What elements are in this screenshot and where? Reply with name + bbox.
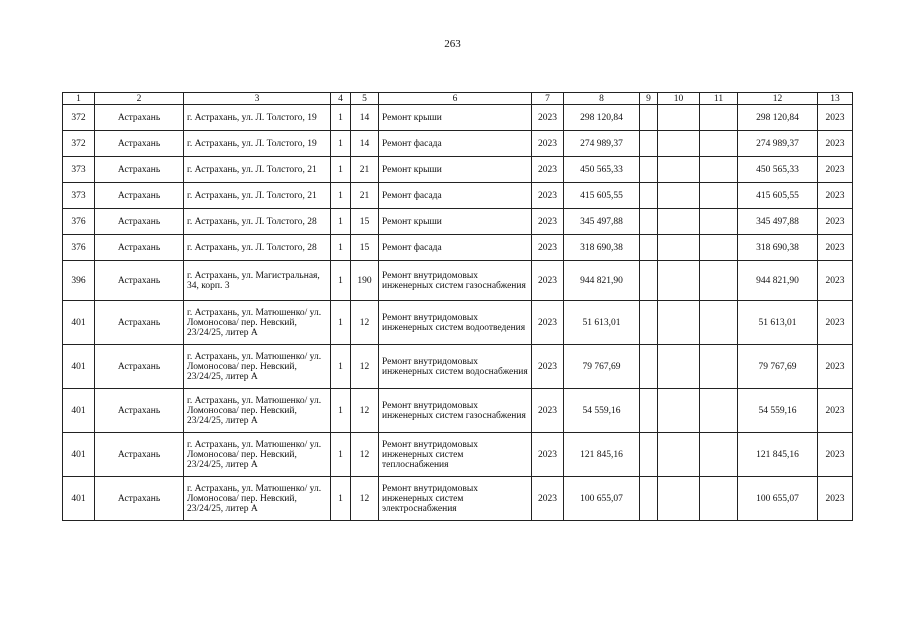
city-cell: Астрахань [95,209,184,235]
year-cell: 2023 [532,389,564,433]
city-cell: Астрахань [95,301,184,345]
col4-cell: 1 [331,345,351,389]
table-row [63,131,853,157]
cost-cell: 944 821,90 [564,261,640,301]
work-type-cell: Ремонт внутридомовых инженерных систем водоснабжения [379,345,532,389]
col9-cell [640,131,658,157]
total-cell: 318 690,38 [738,235,818,261]
cost-cell: 345 497,88 [564,209,640,235]
col4-cell: 1 [331,209,351,235]
col5-cell: 12 [351,389,379,433]
col5-cell: 12 [351,477,379,521]
address-cell: г. Астрахань, ул. Матюшенко/ ул. Ломоносова/ пер. Невский, 23/24/25, литер А [184,433,331,477]
table-row [63,345,853,389]
page-number: 263 [444,38,461,50]
city-cell: Астрахань [95,131,184,157]
year-cell: 2023 [532,345,564,389]
table-row [63,105,853,131]
col5-cell: 12 [351,345,379,389]
year-cell: 2023 [532,235,564,261]
col4-cell: 1 [331,131,351,157]
end-year-cell: 2023 [818,105,853,131]
end-year-cell: 2023 [818,209,853,235]
cost-cell: 121 845,16 [564,433,640,477]
col10-cell [658,235,700,261]
row-number-cell: 401 [63,477,95,521]
col11-cell [700,105,738,131]
col4-cell: 1 [331,235,351,261]
city-cell: Астрахань [95,235,184,261]
end-year-cell: 2023 [818,131,853,157]
table-row [63,183,853,209]
column-header: 8 [564,93,640,105]
work-type-cell: Ремонт внутридомовых инженерных систем электроснабжения [379,477,532,521]
end-year-cell: 2023 [818,345,853,389]
col11-cell [700,477,738,521]
col4-cell: 1 [331,389,351,433]
work-type-cell: Ремонт фасада [379,183,532,209]
col5-cell: 21 [351,157,379,183]
city-cell: Астрахань [95,157,184,183]
col9-cell [640,433,658,477]
col4-cell: 1 [331,433,351,477]
end-year-cell: 2023 [818,389,853,433]
city-cell: Астрахань [95,183,184,209]
col10-cell [658,209,700,235]
col11-cell [700,261,738,301]
col5-cell: 12 [351,301,379,345]
work-type-cell: Ремонт фасада [379,235,532,261]
col11-cell [700,389,738,433]
col5-cell: 15 [351,209,379,235]
address-cell: г. Астрахань, ул. Матюшенко/ ул. Ломоносова/ пер. Невский, 23/24/25, литер А [184,389,331,433]
work-type-cell: Ремонт внутридомовых инженерных систем газоснабжения [379,261,532,301]
total-cell: 121 845,16 [738,433,818,477]
cost-cell: 79 767,69 [564,345,640,389]
col10-cell [658,389,700,433]
col10-cell [658,183,700,209]
year-cell: 2023 [532,301,564,345]
table-row [63,301,853,345]
year-cell: 2023 [532,183,564,209]
cost-cell: 100 655,07 [564,477,640,521]
column-header: 4 [331,93,351,105]
work-type-cell: Ремонт внутридомовых инженерных систем теплоснабжения [379,433,532,477]
work-type-cell: Ремонт крыши [379,105,532,131]
col5-cell: 12 [351,433,379,477]
table-row [63,389,853,433]
work-type-cell: Ремонт фасада [379,131,532,157]
col9-cell [640,209,658,235]
work-type-cell: Ремонт крыши [379,157,532,183]
col4-cell: 1 [331,183,351,209]
table-row [63,209,853,235]
total-cell: 51 613,01 [738,301,818,345]
city-cell: Астрахань [95,389,184,433]
table-row [63,261,853,301]
col10-cell [658,157,700,183]
cost-cell: 298 120,84 [564,105,640,131]
year-cell: 2023 [532,105,564,131]
address-cell: г. Астрахань, ул. Л. Толстого, 21 [184,157,331,183]
end-year-cell: 2023 [818,157,853,183]
col9-cell [640,105,658,131]
total-cell: 944 821,90 [738,261,818,301]
row-number-cell: 401 [63,389,95,433]
col9-cell [640,183,658,209]
col5-cell: 190 [351,261,379,301]
address-cell: г. Астрахань, ул. Л. Толстого, 19 [184,131,331,157]
col5-cell: 14 [351,131,379,157]
address-cell: г. Астрахань, ул. Л. Толстого, 19 [184,105,331,131]
cost-cell: 415 605,55 [564,183,640,209]
col11-cell [700,209,738,235]
col5-cell: 21 [351,183,379,209]
end-year-cell: 2023 [818,477,853,521]
cost-cell: 51 613,01 [564,301,640,345]
row-number-cell: 401 [63,345,95,389]
col4-cell: 1 [331,261,351,301]
end-year-cell: 2023 [818,183,853,209]
col4-cell: 1 [331,157,351,183]
col9-cell [640,157,658,183]
address-cell: г. Астрахань, ул. Л. Толстого, 21 [184,183,331,209]
column-header: 2 [95,93,184,105]
year-cell: 2023 [532,261,564,301]
column-header: 5 [351,93,379,105]
column-header: 12 [738,93,818,105]
col10-cell [658,301,700,345]
row-number-cell: 376 [63,235,95,261]
col11-cell [700,131,738,157]
city-cell: Астрахань [95,345,184,389]
row-number-cell: 396 [63,261,95,301]
col11-cell [700,301,738,345]
end-year-cell: 2023 [818,433,853,477]
column-header: 9 [640,93,658,105]
col10-cell [658,477,700,521]
col5-cell: 14 [351,105,379,131]
col11-cell [700,183,738,209]
table-row [63,235,853,261]
col11-cell [700,433,738,477]
column-header: 10 [658,93,700,105]
col10-cell [658,433,700,477]
total-cell: 298 120,84 [738,105,818,131]
col4-cell: 1 [331,301,351,345]
column-header: 7 [532,93,564,105]
col4-cell: 1 [331,477,351,521]
address-cell: г. Астрахань, ул. Матюшенко/ ул. Ломоносова/ пер. Невский, 23/24/25, литер А [184,301,331,345]
year-cell: 2023 [532,157,564,183]
year-cell: 2023 [532,433,564,477]
address-cell: г. Астрахань, ул. Матюшенко/ ул. Ломоносова/ пер. Невский, 23/24/25, литер А [184,477,331,521]
col9-cell [640,389,658,433]
work-type-cell: Ремонт внутридомовых инженерных систем водоотведения [379,301,532,345]
table-row [63,477,853,521]
cost-cell: 318 690,38 [564,235,640,261]
row-number-cell: 373 [63,183,95,209]
total-cell: 415 605,55 [738,183,818,209]
column-header: 6 [379,93,532,105]
total-cell: 79 767,69 [738,345,818,389]
row-number-cell: 376 [63,209,95,235]
end-year-cell: 2023 [818,235,853,261]
col11-cell [700,235,738,261]
col4-cell: 1 [331,105,351,131]
col11-cell [700,157,738,183]
repair-register-table [62,92,853,521]
col9-cell [640,301,658,345]
total-cell: 274 989,37 [738,131,818,157]
work-type-cell: Ремонт внутридомовых инженерных систем газоснабжения [379,389,532,433]
address-cell: г. Астрахань, ул. Л. Толстого, 28 [184,235,331,261]
table-row [63,433,853,477]
col9-cell [640,477,658,521]
address-cell: г. Астрахань, ул. Л. Толстого, 28 [184,209,331,235]
col11-cell [700,345,738,389]
row-number-cell: 372 [63,131,95,157]
row-number-cell: 401 [63,301,95,345]
end-year-cell: 2023 [818,261,853,301]
row-number-cell: 373 [63,157,95,183]
total-cell: 100 655,07 [738,477,818,521]
total-cell: 54 559,16 [738,389,818,433]
col5-cell: 15 [351,235,379,261]
col10-cell [658,131,700,157]
city-cell: Астрахань [95,105,184,131]
col9-cell [640,235,658,261]
column-header: 1 [63,93,95,105]
year-cell: 2023 [532,477,564,521]
row-number-cell: 401 [63,433,95,477]
address-cell: г. Астрахань, ул. Матюшенко/ ул. Ломоносова/ пер. Невский, 23/24/25, литер А [184,345,331,389]
col9-cell [640,345,658,389]
city-cell: Астрахань [95,477,184,521]
total-cell: 345 497,88 [738,209,818,235]
cost-cell: 54 559,16 [564,389,640,433]
column-header: 13 [818,93,853,105]
total-cell: 450 565,33 [738,157,818,183]
city-cell: Астрахань [95,433,184,477]
address-cell: г. Астрахань, ул. Магистральная, 34, корп. 3 [184,261,331,301]
column-header: 11 [700,93,738,105]
work-type-cell: Ремонт крыши [379,209,532,235]
cost-cell: 450 565,33 [564,157,640,183]
end-year-cell: 2023 [818,301,853,345]
col9-cell [640,261,658,301]
col10-cell [658,105,700,131]
column-header: 3 [184,93,331,105]
city-cell: Астрахань [95,261,184,301]
header-row [63,93,853,105]
year-cell: 2023 [532,131,564,157]
cost-cell: 274 989,37 [564,131,640,157]
year-cell: 2023 [532,209,564,235]
col10-cell [658,261,700,301]
row-number-cell: 372 [63,105,95,131]
col10-cell [658,345,700,389]
table-row [63,157,853,183]
